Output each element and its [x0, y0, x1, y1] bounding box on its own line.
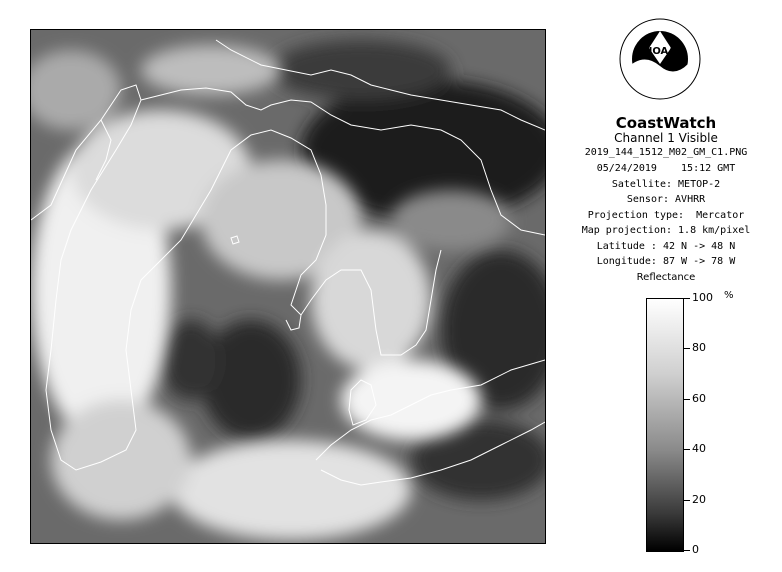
colorbar-tick-mark — [684, 399, 690, 400]
colorbar-title: Reflectance — [636, 272, 696, 283]
metadata-block — [560, 161, 772, 270]
map-canvas — [31, 30, 545, 543]
colorbar-tick-mark — [684, 348, 690, 349]
colorbar-tick-label: 80 — [692, 341, 706, 354]
colorbar-tick-mark — [684, 449, 690, 450]
satellite-map — [30, 29, 546, 544]
product-title: CoastWatch — [615, 114, 717, 132]
colorbar-unit: % — [724, 290, 734, 301]
channel-subtitle: Channel 1 Visible — [614, 131, 718, 145]
latitude-range: Latitude : 42 N -> 48 N — [596, 240, 736, 252]
acquisition-datetime: 05/24/2019 15:12 GMT — [596, 163, 736, 174]
sensor-name: Sensor: AVHRR — [626, 194, 706, 205]
noaa-logo — [619, 18, 701, 100]
projection-type: Projection type: Mercator — [587, 209, 745, 221]
colorbar-tick-label: 60 — [692, 392, 706, 405]
longitude-range: Longitude: 87 W -> 78 W — [596, 256, 736, 267]
colorbar-tick-mark — [684, 500, 690, 501]
colorbar-tick-mark — [684, 298, 690, 299]
colorbar-tick-label: 0 — [692, 543, 699, 556]
reflectance-colorbar — [646, 298, 684, 552]
satellite-name: Satellite: METOP-2 — [611, 178, 721, 190]
map-projection: Map projection: 1.8 km/pixel — [581, 225, 751, 236]
colorbar-tick-mark — [684, 550, 690, 551]
colorbar-tick-label: 100 — [692, 291, 713, 304]
colorbar-tick-label: 40 — [692, 442, 706, 455]
noaa-logo-text: NOAA — [643, 46, 677, 57]
colorbar-tick-label: 20 — [692, 493, 706, 506]
image-filename: 2019_144_1512_M02_GM_C1.PNG — [584, 147, 748, 158]
